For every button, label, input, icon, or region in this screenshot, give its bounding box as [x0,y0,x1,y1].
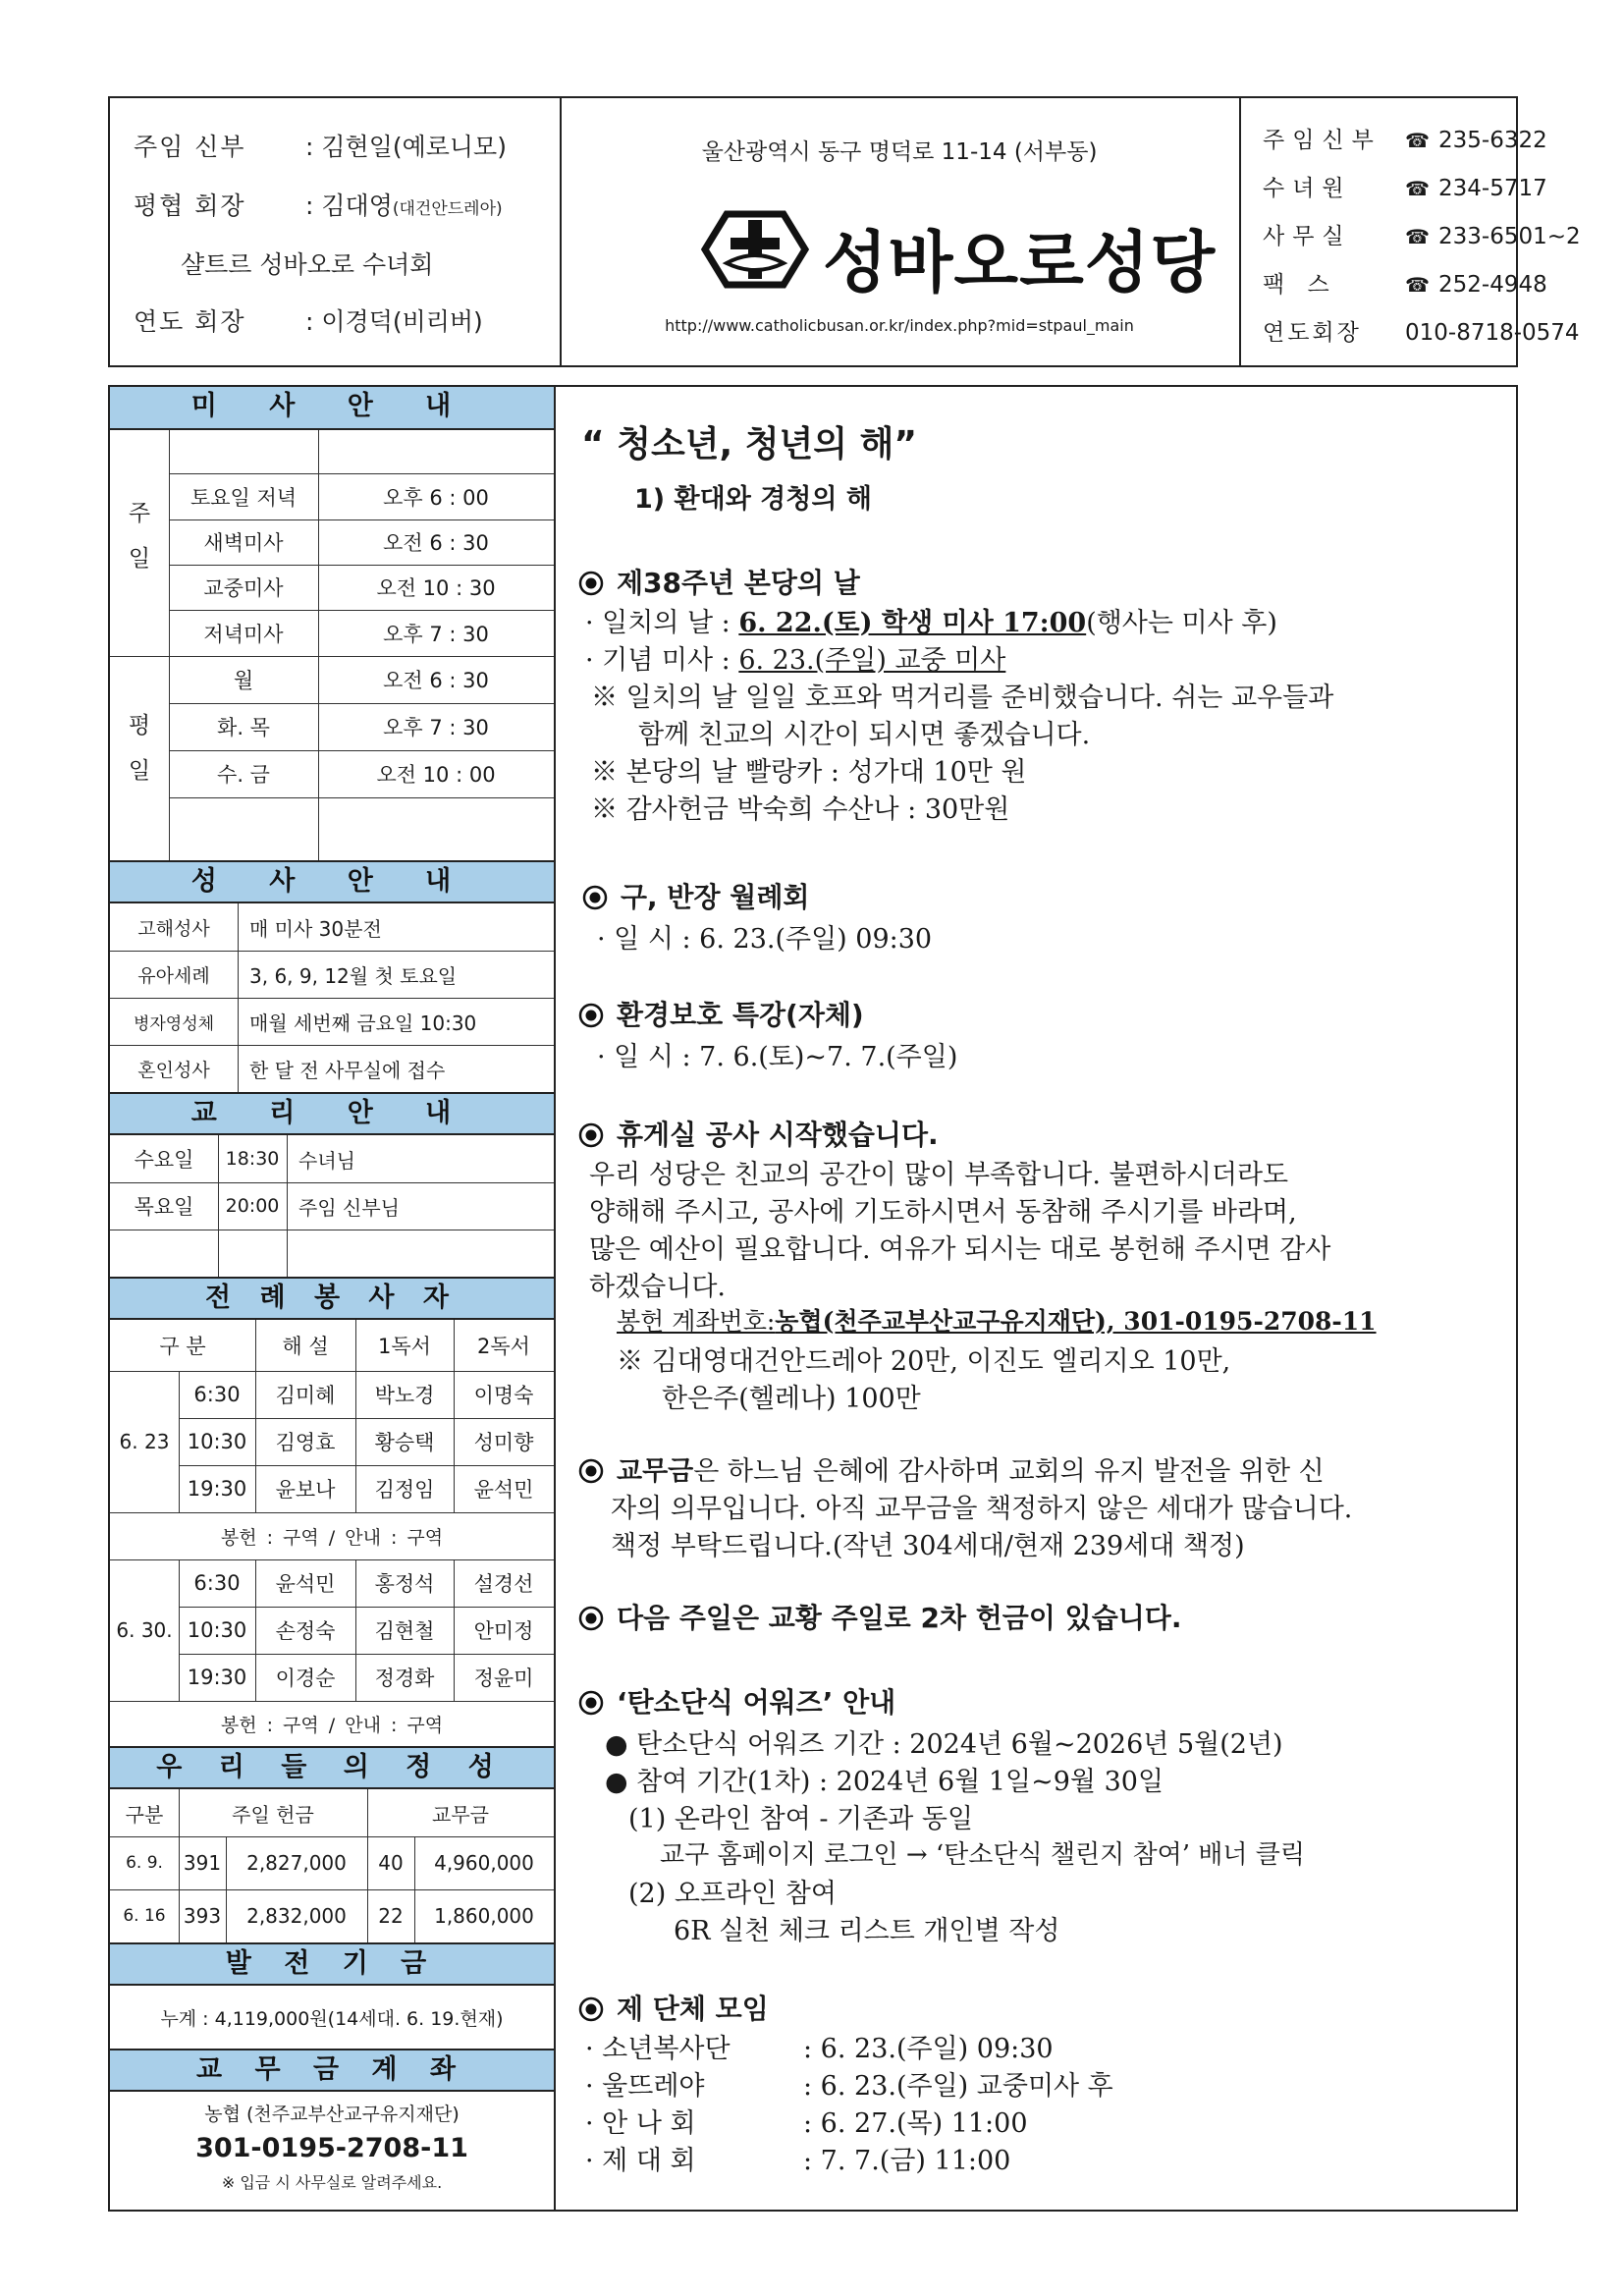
contact-number: 235-6322 [1438,128,1547,153]
group-name: · 제 대 회 [585,2146,696,2176]
parish-day-line: ※ 감사헌금 박숙희 수산나 : 30만원 [591,794,1010,825]
carbon-fast-line: ● 탄소단식 어워즈 기간 : 2024년 6월~2026년 5월(2년) [605,1729,1283,1760]
offerings-header-cell: 구분 [125,1802,164,1827]
line-part: (행사는 미사 후) [1086,608,1277,638]
server-name: 박노경 [374,1384,435,1407]
server-name: 홍정석 [374,1572,435,1596]
bullseye-bullet-icon [577,570,605,597]
development-fund-heading: 발 전 기 금 [110,1942,554,1986]
servers-time: 19:30 [187,1477,247,1501]
servers-heading: 전 례 봉 사 자 [110,1277,554,1320]
group-meeting-row [585,2064,1113,2103]
group-when: : 6. 23.(주일) 09:30 [803,2034,1054,2064]
line-part: · 일치의 날 : [585,608,739,638]
line-part: 농협(천주교부산교구유지재단), 301-0195-2708-11 [775,1307,1377,1336]
group-meeting-row [585,2027,1054,2065]
leaders-meeting-line: · 일 시 : 6. 23.(주일) 09:30 [597,924,933,955]
server-name: 설경선 [473,1572,534,1596]
section-title-text: ‘탄소단식 어워즈’ 안내 [617,1686,896,1719]
mass-schedule-heading: 미 사 안 내 [110,387,554,430]
bulletin-header [108,96,1581,367]
server-name: 이명숙 [473,1384,534,1407]
development-fund-total: 누계 : 4,119,000원(14세대. 6. 19.현재) [160,2007,504,2030]
donation-account-line [617,1302,1377,1338]
server-name: 김정임 [374,1478,435,1502]
contact-label: 주임신부 [1263,128,1381,153]
offering-amount: 2,832,000 [246,1904,347,1928]
group-when: : 7. 7.(금) 11:00 [803,2146,1011,2176]
offering-count: 393 [183,1904,222,1928]
dues-account-note: ※ 입금 시 사무실로 알려주세요. [221,2172,443,2192]
servers-time: 6:30 [193,1571,241,1595]
mass-name: 교중미사 [203,576,284,600]
catechism-time: 18:30 [225,1148,280,1170]
section-title-text: 제38주년 본당의 날 [617,567,860,599]
dues-section-line: 자의 의무입니다. 아직 교무금을 책정하지 않은 세대가 많습니다. [611,1494,1353,1524]
weekday-label [120,715,159,783]
mass-time: 오후 7 : 30 [383,622,489,646]
dues-section-line: 책정 부탁드립니다.(작년 304세대/현재 239세대 책정) [611,1531,1245,1561]
mass-time: 오전 10 : 30 [376,576,496,600]
pastor-row [134,128,507,163]
mass-name: 수. 금 [217,763,270,787]
catechism-day: 목요일 [134,1195,194,1219]
sunday-label [120,503,159,571]
environment-lecture-section-title [577,994,864,1033]
church-name: 성바오로성당 [823,225,1217,302]
group-meetings-section-title [577,1988,769,2027]
mass-time: 오전 6 : 30 [383,531,489,555]
mourning-president-name: 이경덕(비리버) [321,307,483,336]
dues-account-heading: 교 무 금 계 좌 [110,2049,554,2092]
phone-icon: ☎ [1405,129,1430,152]
servers-date: 6. 23 [119,1430,170,1453]
carbon-fast-line: (2) 오프라인 참여 [628,1879,837,1909]
sisters-row [181,246,433,281]
offering-date: 6. 16 [123,1906,166,1926]
mass-name: 화. 목 [217,716,270,739]
contact-label: 사무실 [1263,224,1352,249]
server-name: 김현철 [374,1619,435,1643]
phone-icon: ☎ [1405,177,1430,200]
parish-day-line: ※ 일치의 날 일일 호프와 먹거리를 준비했습니다. 쉬는 교우들과 [591,683,1334,713]
info-sidebar [110,387,556,2210]
weekday-label-char: 일 [128,758,151,784]
colon: : [305,191,314,220]
server-name: 윤석민 [275,1572,336,1596]
lounge-construction-line: 한은주(헬레나) 100만 [662,1384,921,1414]
mass-time: 오후 7 : 30 [383,716,489,739]
line-part: · 기념 미사 : [585,645,739,676]
bullseye-bullet-icon [577,1995,605,2023]
contact-number: 010-8718-0574 [1405,320,1580,346]
mass-name: 새벽미사 [203,531,284,555]
bullseye-bullet-icon [577,1689,605,1717]
pastor-name: 김현일(예로니모) [321,133,507,161]
line-part: 6. 22.(토) 학생 미사 17:00 [738,608,1087,638]
colon: : [305,133,314,161]
mass-time: 오전 6 : 30 [383,669,489,692]
carbon-fast-line: (1) 온라인 참여 - 기존과 동일 [628,1804,974,1834]
council-president-baptismal-name: (대건안드레아) [392,199,503,219]
sacrament-desc: 매월 세번째 금요일 10:30 [249,1011,477,1035]
lounge-construction-line: ※ 김대영대건안드레아 20만, 이진도 엘리지오 10만, [617,1346,1231,1377]
group-meeting-row [585,2139,1010,2177]
section-title-text: 다음 주일은 교황 주일로 2차 헌금이 있습니다. [617,1602,1182,1634]
servers-header-cell: 2독서 [477,1335,530,1358]
sacraments-heading: 성 사 안 내 [110,860,554,903]
servers-time: 10:30 [187,1618,247,1642]
bullseye-bullet-icon [577,1457,605,1485]
mass-name: 저녁미사 [203,622,284,646]
server-name: 윤보나 [275,1478,336,1502]
church-emblem-icon [697,208,813,291]
server-name: 김미혜 [275,1384,336,1407]
mass-time: 오후 6 : 00 [383,485,489,510]
group-when: : 6. 27.(목) 11:00 [803,2108,1028,2139]
catechism-time: 20:00 [225,1195,280,1217]
parish-day-line: ※ 본당의 날 빨랑카 : 성가대 10만 원 [591,757,1027,788]
server-name: 성미향 [473,1431,534,1454]
offering-amount: 2,827,000 [246,1851,347,1875]
contact-number: 233-6501~2 [1438,224,1581,249]
section-title-text: 휴게실 공사 시작했습니다. [617,1119,939,1151]
contact-number: 234-5717 [1438,176,1547,201]
server-name: 이경순 [275,1667,336,1690]
servers-time: 19:30 [187,1666,247,1689]
phone-icon: ☎ [1405,273,1430,297]
group-name: · 소년복사단 [585,2034,731,2064]
server-name: 윤석민 [473,1478,534,1502]
contact-row [1263,266,1547,299]
bullseye-bullet-icon [577,1002,605,1029]
sacrament-desc: 매 미사 30분전 [249,916,382,941]
phone-icon: ☎ [1405,225,1430,248]
contact-number: 252-4948 [1438,272,1547,298]
group-when: : 6. 23.(주일) 교중미사 후 [803,2071,1113,2102]
sacrament-desc: 한 달 전 사무실에 접수 [249,1058,446,1082]
church-logo [697,204,1217,302]
theme-title: “ 청소년, 청년의 해” [581,424,918,465]
bullseye-bullet-icon [581,884,609,911]
sacrament-name: 혼인성사 [137,1059,210,1081]
contact-label: 연도회장 [1263,320,1362,346]
bulletin-body [108,385,1518,2212]
section-title-text: 환경보호 특강(자체) [617,999,864,1031]
servers-header-cell: 구 분 [159,1335,206,1358]
catechism-teacher: 수녀님 [298,1148,355,1173]
council-president-name: 김대영 [321,191,393,220]
mourning-president-label: 연도 회장 [134,307,246,336]
environment-lecture-line: · 일 시 : 7. 6.(토)~7. 7.(주일) [597,1042,958,1072]
servers-time: 6:30 [193,1383,241,1406]
carbon-fast-line: 교구 홈페이지 로그인 → ‘탄소단식 챌린지 참여’ 배너 클릭 [660,1840,1305,1870]
bullseye-bullet-icon [577,1121,605,1149]
dues-section-line [577,1449,1325,1488]
contact-row [1263,218,1581,250]
group-name: · 안 나 회 [585,2108,696,2139]
contact-row [1263,122,1547,154]
server-name: 황승택 [374,1431,435,1454]
group-name: · 울뜨레야 [585,2071,705,2102]
group-meeting-row [585,2102,1028,2140]
colon: : [305,307,314,336]
contact-label: 수녀원 [1263,176,1352,201]
weekday-label-char: 평 [128,713,151,738]
dues-amount: 4,960,000 [434,1851,534,1875]
church-banner [560,98,1241,365]
lounge-construction-section-title [577,1114,939,1153]
dues-amount: 1,860,000 [434,1904,534,1928]
servers-date: 6. 30. [116,1618,173,1642]
line-part: 6. 23.(주일) 교중 미사 [738,645,1006,676]
lounge-construction-line: 많은 예산이 필요합니다. 여유가 되시는 대로 봉헌해 주시면 감사 [589,1234,1331,1265]
announcements [556,387,1516,2210]
mass-name: 토요일 저녁 [189,485,298,510]
contact-label: 팩 스 [1263,272,1337,298]
pastor-label: 주임 신부 [134,133,246,161]
church-address: 울산광역시 동구 명덕로 11-14 (서부동) [701,139,1098,165]
section-title-text: 제 단체 모임 [617,1993,769,2025]
lounge-construction-line: 우리 성당은 친교의 공간이 많이 부족합니다. 불편하시더라도 [589,1160,1289,1190]
server-name: 안미정 [473,1619,534,1643]
server-name: 정경화 [374,1667,435,1690]
parish-day-line [585,638,1005,677]
servers-duty-note: 봉헌 : 구역 / 안내 : 구역 [220,1714,444,1736]
line-part: 봉헌 계좌번호: [617,1307,776,1336]
catechism-heading: 교 리 안 내 [110,1092,554,1135]
servers-header-cell: 해 설 [282,1335,329,1358]
dues-account-number: 301-0195-2708-11 [195,2132,468,2163]
carbon-fast-line: 6R 실천 체크 리스트 개인별 작성 [674,1916,1060,1946]
papal-sunday-section-title [577,1597,1181,1636]
clergy-info [110,98,562,365]
lounge-construction-line: 하겠습니다. [589,1272,726,1302]
parish-day-line [585,601,1277,639]
server-name: 손정숙 [275,1619,336,1643]
website-url[interactable]: http://www.catholicbusan.or.kr/index.php?mid=stpaul_main [665,316,1134,335]
dues-count: 22 [378,1904,404,1928]
offerings-header-cell: 주일 헌금 [232,1802,314,1827]
dues-account-bank: 농협 (천주교부산교구유지재단) [204,2103,460,2125]
lounge-construction-line: 양해해 주시고, 공사에 기도하시면서 동참해 주시기를 바라며, [589,1197,1297,1228]
contact-row [1263,170,1547,202]
council-president-row [134,187,503,222]
server-name: 정윤미 [473,1667,534,1690]
mourning-president-row [134,302,483,338]
servers-duty-note: 봉헌 : 구역 / 안내 : 구역 [220,1526,444,1549]
sunday-label-char: 일 [128,546,151,572]
section-title-text: 구, 반장 월례회 [621,881,810,913]
section-title-text: 교무금 [617,1456,694,1487]
parish-day-section-title [577,562,860,601]
sacrament-desc: 3, 6, 9, 12월 첫 토요일 [249,963,458,988]
servers-header-cell: 1독서 [378,1335,431,1358]
mass-name: 월 [233,669,254,692]
contact-list [1239,98,1581,365]
sacrament-name: 병자영성체 [133,1013,215,1034]
sisters-congregation: 샬트르 성바오로 수녀회 [181,250,434,279]
catechism-teacher: 주임 신부님 [298,1195,400,1220]
carbon-fast-section-title [577,1681,895,1721]
parish-day-line: 함께 친교의 시간이 되시면 좋겠습니다. [638,720,1091,750]
server-name: 김영효 [275,1431,336,1454]
servers-time: 10:30 [187,1430,247,1453]
theme-subtitle: 1) 환대와 경청의 해 [634,484,872,515]
catechism-day: 수요일 [134,1148,194,1172]
council-president-label: 평협 회장 [134,191,246,220]
offerings-header-cell: 교무금 [432,1802,489,1827]
sacrament-name: 유아세례 [137,964,210,987]
leaders-meeting-section-title [581,876,809,915]
offering-count: 391 [183,1851,222,1875]
sacrament-name: 고해성사 [137,917,210,940]
line-part: 은 하느님 은혜에 감사하며 교회의 유지 발전을 위한 신 [693,1456,1325,1487]
carbon-fast-line: ● 참여 기간(1차) : 2024년 6월 1일~9월 30일 [605,1767,1164,1797]
contact-row [1263,314,1580,347]
bullseye-bullet-icon [577,1605,605,1632]
offering-date: 6. 9. [126,1853,163,1873]
sunday-label-char: 주 [128,501,151,526]
mass-time: 오전 10 : 00 [376,763,496,787]
offerings-heading: 우 리 들 의 정 성 [110,1746,554,1789]
dues-count: 40 [378,1851,404,1875]
